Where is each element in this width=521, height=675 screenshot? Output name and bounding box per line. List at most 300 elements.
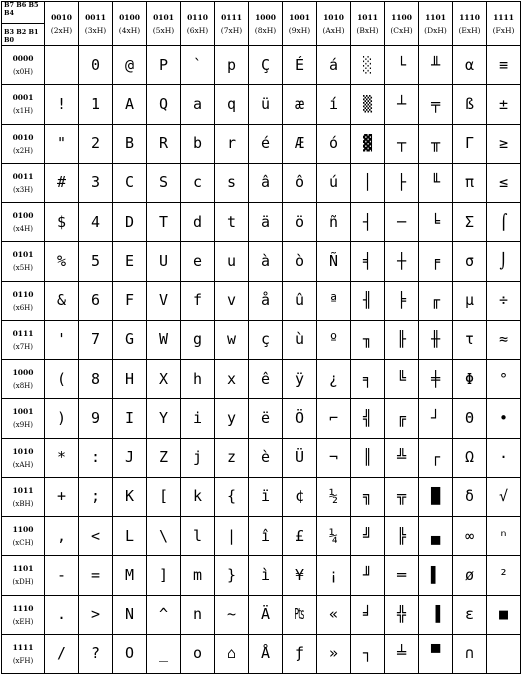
character-cell — [419, 477, 453, 516]
character-glyph: ± — [498, 94, 509, 113]
character-glyph: è — [260, 448, 271, 467]
character-glyph: ô — [294, 173, 305, 192]
character-glyph: · — [498, 448, 509, 467]
character-glyph: ≥ — [498, 134, 509, 153]
row-header — [2, 320, 45, 359]
character-cell — [419, 85, 453, 124]
character-cell — [385, 124, 419, 163]
character-cell — [45, 320, 79, 359]
character-glyph: _ — [158, 644, 169, 663]
character-glyph: ╗ — [362, 487, 373, 506]
row-hex: (x5H) — [13, 264, 33, 273]
character-glyph: ▒ — [362, 94, 373, 113]
character-cell — [215, 203, 249, 242]
character-glyph: √ — [498, 487, 509, 506]
character-glyph: ú — [328, 173, 339, 192]
character-cell — [147, 556, 181, 595]
character-cell — [487, 477, 521, 516]
character-cell — [351, 477, 385, 516]
character-glyph: Γ — [464, 134, 475, 153]
character-glyph: % — [56, 251, 67, 270]
character-cell — [79, 595, 113, 634]
character-glyph: ├ — [396, 173, 407, 192]
character-glyph: • — [498, 408, 509, 427]
character-glyph: z — [226, 448, 237, 467]
character-cell — [385, 634, 419, 673]
character-glyph: n — [192, 605, 203, 624]
column-header — [147, 2, 181, 46]
character-glyph: ? — [90, 644, 101, 663]
row-bits: 0110 — [12, 289, 34, 299]
character-cell — [113, 556, 147, 595]
column-hex: (5xH) — [152, 25, 175, 35]
character-cell — [45, 360, 79, 399]
character-cell — [181, 595, 215, 634]
character-cell — [113, 163, 147, 202]
character-glyph: C — [124, 173, 135, 192]
column-header — [249, 2, 283, 46]
character-glyph: R — [158, 134, 169, 153]
character-glyph: B — [124, 134, 135, 153]
character-glyph: ≡ — [498, 55, 509, 74]
character-glyph: v — [226, 291, 237, 310]
character-cell — [215, 556, 249, 595]
character-cell — [147, 634, 181, 673]
character-glyph: ░ — [362, 55, 373, 74]
character-cell — [79, 634, 113, 673]
character-glyph: G — [124, 330, 135, 349]
table-row — [2, 399, 521, 438]
character-glyph: ⌠ — [498, 212, 509, 231]
character-cell — [215, 517, 249, 556]
row-hex: (x9H) — [13, 421, 33, 430]
character-cell — [487, 320, 521, 359]
character-glyph: d — [192, 212, 203, 231]
character-glyph: ■ — [498, 605, 509, 624]
character-cell — [79, 438, 113, 477]
character-glyph: Θ — [464, 408, 475, 427]
column-hex: (2xH) — [50, 25, 73, 35]
character-glyph: ì — [260, 565, 271, 584]
character-glyph: ╟ — [396, 330, 407, 349]
character-glyph: 3 — [90, 173, 101, 192]
character-cell — [215, 124, 249, 163]
row-hex: (xBH) — [12, 499, 34, 508]
character-cell — [317, 46, 351, 85]
character-cell — [419, 281, 453, 320]
character-cell — [45, 517, 79, 556]
character-glyph: δ — [464, 487, 475, 506]
character-glyph: ╝ — [362, 526, 373, 545]
column-bits: 0100 — [119, 12, 140, 22]
row-bits: 0100 — [12, 211, 34, 221]
character-cell — [147, 163, 181, 202]
column-bits: 1111 — [493, 12, 514, 22]
column-hex: (AxH) — [322, 25, 345, 35]
row-bits: 1011 — [12, 485, 34, 495]
character-glyph: . — [56, 605, 67, 624]
character-glyph: c — [192, 173, 203, 192]
character-glyph: # — [56, 173, 67, 192]
character-glyph: i — [192, 408, 203, 427]
character-glyph: Å — [260, 644, 271, 663]
table-row — [2, 163, 521, 202]
character-cell — [79, 242, 113, 281]
row-hex: (xFH) — [12, 656, 34, 665]
character-glyph: ⌡ — [498, 251, 509, 270]
character-cell — [453, 477, 487, 516]
column-bits: 1011 — [357, 12, 378, 22]
character-cell — [283, 203, 317, 242]
character-cell — [351, 438, 385, 477]
character-cell — [113, 438, 147, 477]
character-cell — [419, 124, 453, 163]
character-glyph: ▐ — [430, 605, 441, 624]
character-cell — [283, 242, 317, 281]
character-cell — [249, 124, 283, 163]
character-cell — [385, 85, 419, 124]
column-hex: (6xH) — [186, 25, 209, 35]
character-cell — [147, 281, 181, 320]
character-cell — [351, 85, 385, 124]
character-glyph: F — [124, 291, 135, 310]
table-row — [2, 281, 521, 320]
character-glyph: H — [124, 369, 135, 388]
character-glyph: ╤ — [430, 94, 441, 113]
character-glyph: ü — [260, 94, 271, 113]
character-glyph: M — [124, 565, 135, 584]
character-glyph: u — [226, 251, 237, 270]
character-cell — [249, 556, 283, 595]
character-cell — [147, 360, 181, 399]
character-glyph: ÷ — [498, 291, 509, 310]
character-cell — [249, 85, 283, 124]
character-cell — [113, 399, 147, 438]
character-cell — [385, 360, 419, 399]
character-glyph: A — [124, 94, 135, 113]
character-glyph: h — [192, 369, 203, 388]
table-row — [2, 242, 521, 281]
character-glyph: ╦ — [396, 487, 407, 506]
character-cell — [283, 163, 317, 202]
character-glyph: Ö — [294, 408, 305, 427]
character-cell — [385, 438, 419, 477]
row-bits: 0000 — [12, 54, 34, 64]
character-cell — [283, 85, 317, 124]
character-cell — [453, 203, 487, 242]
column-bits: 1100 — [391, 12, 412, 22]
character-cell — [79, 360, 113, 399]
character-cell — [317, 281, 351, 320]
table-row — [2, 517, 521, 556]
character-glyph: T — [158, 212, 169, 231]
character-cell — [249, 242, 283, 281]
character-cell — [453, 438, 487, 477]
character-cell — [79, 281, 113, 320]
character-glyph: ┐ — [362, 644, 373, 663]
character-glyph: s — [226, 173, 237, 192]
character-cell — [419, 556, 453, 595]
character-glyph: S — [158, 173, 169, 192]
character-cell — [45, 124, 79, 163]
character-glyph: L — [124, 526, 135, 545]
character-glyph: ╓ — [430, 291, 441, 310]
character-glyph: ═ — [396, 565, 407, 584]
character-cell — [317, 203, 351, 242]
row-bits: 1110 — [12, 603, 34, 613]
character-glyph: ë — [260, 408, 271, 427]
character-cell — [215, 477, 249, 516]
column-header — [113, 2, 147, 46]
character-cell — [147, 124, 181, 163]
table-row — [2, 320, 521, 359]
character-glyph: 0 — [90, 55, 101, 74]
character-glyph: ─ — [396, 212, 407, 231]
character-cell — [215, 438, 249, 477]
character-cell — [249, 46, 283, 85]
character-glyph: * — [56, 448, 67, 467]
character-cell — [317, 360, 351, 399]
table-row — [2, 124, 521, 163]
character-cell — [181, 46, 215, 85]
character-glyph: ⌂ — [226, 644, 237, 663]
row-bits: 1111 — [12, 642, 34, 652]
character-cell — [181, 517, 215, 556]
character-cell — [249, 281, 283, 320]
character-cell — [147, 477, 181, 516]
character-glyph: ╙ — [430, 173, 441, 192]
character-glyph: 1 — [90, 94, 101, 113]
character-cell — [385, 399, 419, 438]
character-glyph: ( — [56, 369, 67, 388]
character-cell — [453, 242, 487, 281]
character-glyph: ╛ — [362, 605, 373, 624]
column-hex: (3xH) — [84, 25, 107, 35]
character-cell — [317, 438, 351, 477]
character-glyph: w — [226, 330, 237, 349]
table-row — [2, 203, 521, 242]
character-glyph: ┴ — [396, 94, 407, 113]
character-cell — [317, 163, 351, 202]
character-glyph: ┼ — [396, 251, 407, 270]
character-glyph: ╥ — [430, 134, 441, 153]
row-bits: 1001 — [12, 407, 34, 417]
character-glyph: q — [226, 94, 237, 113]
character-cell — [419, 399, 453, 438]
column-hex: (CxH) — [390, 25, 413, 35]
column-hex: (4xH) — [118, 25, 141, 35]
character-glyph: ≈ — [498, 330, 509, 349]
character-glyph: ° — [498, 369, 509, 388]
character-glyph: b — [192, 134, 203, 153]
table-row — [2, 360, 521, 399]
character-glyph: ╫ — [430, 330, 441, 349]
character-glyph: ┤ — [362, 212, 373, 231]
character-glyph: µ — [464, 291, 475, 310]
character-glyph: ó — [328, 134, 339, 153]
character-cell — [385, 477, 419, 516]
character-glyph: Y — [158, 408, 169, 427]
column-bits: 0110 — [187, 12, 208, 22]
column-header — [79, 2, 113, 46]
character-cell — [45, 163, 79, 202]
character-cell — [385, 517, 419, 556]
character-glyph: ▀ — [430, 644, 441, 663]
character-glyph: ò — [294, 251, 305, 270]
character-glyph: ╪ — [430, 369, 441, 388]
character-cell — [317, 517, 351, 556]
row-bits: 1100 — [12, 525, 34, 535]
character-cell — [351, 203, 385, 242]
character-glyph: à — [260, 251, 271, 270]
character-glyph: l — [192, 526, 203, 545]
character-glyph: ┬ — [396, 134, 407, 153]
character-glyph: τ — [464, 330, 475, 349]
character-glyph: Ω — [464, 448, 475, 467]
character-cell — [351, 242, 385, 281]
character-glyph: - — [56, 565, 67, 584]
character-glyph: = — [90, 565, 101, 584]
character-cell — [79, 320, 113, 359]
character-cell — [79, 203, 113, 242]
character-cell — [385, 281, 419, 320]
character-glyph: └ — [396, 55, 407, 74]
character-glyph: + — [56, 487, 67, 506]
character-glyph: ~ — [226, 605, 237, 624]
character-cell — [181, 85, 215, 124]
character-cell — [113, 634, 147, 673]
character-cell — [283, 595, 317, 634]
character-glyph: ¬ — [328, 448, 339, 467]
character-cell — [453, 281, 487, 320]
column-hex: (7xH) — [220, 25, 243, 35]
character-glyph: I — [124, 408, 135, 427]
row-bits: 0001 — [12, 93, 34, 103]
column-header — [317, 2, 351, 46]
row-bits: 1010 — [12, 446, 34, 456]
character-glyph: o — [192, 644, 203, 663]
column-hex: (8xH) — [254, 25, 277, 35]
row-hex: (x0H) — [13, 68, 33, 77]
row-bits: 0011 — [12, 171, 34, 181]
character-glyph: Z — [158, 448, 169, 467]
table-row — [2, 595, 521, 634]
row-header — [2, 477, 45, 516]
table-row — [2, 556, 521, 595]
character-glyph: D — [124, 212, 135, 231]
character-cell — [45, 46, 79, 85]
character-glyph: π — [464, 173, 475, 192]
column-bits: 0101 — [153, 12, 174, 22]
column-hex: (9xH) — [288, 25, 311, 35]
character-cell — [317, 242, 351, 281]
character-cell — [283, 634, 317, 673]
column-header — [351, 2, 385, 46]
character-glyph: ₧ — [294, 605, 305, 624]
character-cell — [385, 556, 419, 595]
character-glyph: y — [226, 408, 237, 427]
character-cell — [351, 46, 385, 85]
character-cell — [181, 242, 215, 281]
character-cell — [283, 399, 317, 438]
character-cell — [79, 85, 113, 124]
character-glyph: ¥ — [294, 565, 305, 584]
character-glyph: ù — [294, 330, 305, 349]
character-cell — [181, 360, 215, 399]
character-glyph: ∞ — [464, 526, 475, 545]
character-glyph: ! — [56, 94, 67, 113]
character-cell — [147, 203, 181, 242]
character-cell — [351, 281, 385, 320]
character-cell — [147, 242, 181, 281]
character-cell — [113, 242, 147, 281]
character-cell — [249, 438, 283, 477]
character-cell — [487, 634, 521, 673]
character-glyph: ╨ — [430, 55, 441, 74]
character-glyph: O — [124, 644, 135, 663]
row-hex: (x2H) — [13, 146, 33, 155]
character-glyph: 5 — [90, 251, 101, 270]
character-glyph: ; — [90, 487, 101, 506]
character-cell — [317, 556, 351, 595]
character-glyph: K — [124, 487, 135, 506]
character-cell — [113, 124, 147, 163]
character-glyph: » — [328, 644, 339, 663]
character-glyph: X — [158, 369, 169, 388]
character-cell — [487, 124, 521, 163]
row-header — [2, 556, 45, 595]
character-glyph: | — [226, 526, 237, 545]
character-cell — [249, 517, 283, 556]
character-glyph: Ç — [260, 55, 271, 74]
character-glyph: å — [260, 291, 271, 310]
character-glyph: \ — [158, 526, 169, 545]
character-glyph: 6 — [90, 291, 101, 310]
character-cell — [79, 556, 113, 595]
character-glyph: Φ — [464, 369, 475, 388]
column-hex: (DxH) — [424, 25, 447, 35]
character-glyph: Ñ — [328, 251, 339, 270]
row-header — [2, 634, 45, 673]
row-bits: 0010 — [12, 132, 34, 142]
character-glyph: í — [328, 94, 339, 113]
character-glyph: ÿ — [294, 369, 305, 388]
character-cell — [283, 477, 317, 516]
character-glyph: Ü — [294, 448, 305, 467]
character-cell — [453, 595, 487, 634]
character-cell — [45, 634, 79, 673]
character-cell — [215, 46, 249, 85]
character-glyph: 2 — [90, 134, 101, 153]
character-cell — [249, 203, 283, 242]
character-cell — [419, 242, 453, 281]
character-glyph: 7 — [90, 330, 101, 349]
column-bits: 0111 — [221, 12, 242, 22]
character-glyph: Σ — [464, 212, 475, 231]
character-cell — [249, 320, 283, 359]
character-cell — [419, 634, 453, 673]
character-cell — [79, 163, 113, 202]
character-cell — [113, 203, 147, 242]
character-glyph: ¡ — [328, 565, 339, 584]
character-glyph: │ — [362, 173, 373, 192]
character-cell — [45, 203, 79, 242]
character-glyph: ¢ — [294, 487, 305, 506]
row-hex: (x6H) — [13, 303, 33, 312]
character-glyph: ª — [328, 291, 339, 310]
character-cell — [181, 320, 215, 359]
character-glyph: ╬ — [396, 605, 407, 624]
